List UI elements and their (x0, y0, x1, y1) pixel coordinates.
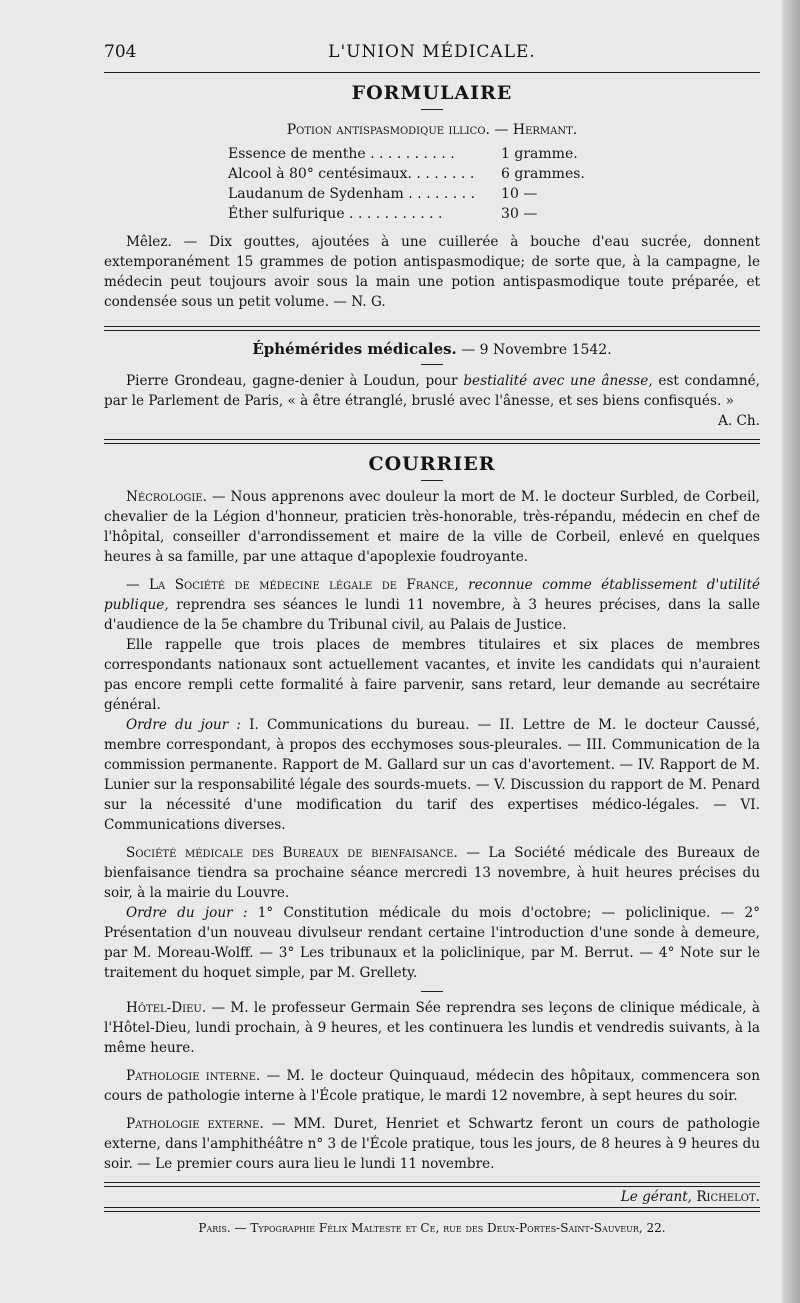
header-rule (104, 72, 760, 73)
bureaux-label: Société médicale des Bureaux de bienfaisance. (126, 845, 458, 861)
ingredient-qty: 1 (501, 146, 510, 162)
ingredient-qty: 30 (501, 206, 519, 222)
running-header (104, 40, 760, 72)
ephemerides-text-b: , est condamné, par le Parlement de Paris, « à être étranglé, bruslé avec l'ânesse, et ses biens confisqués. » (104, 373, 760, 409)
section-rule (104, 326, 760, 331)
ephemerides-title: Éphémérides médicales. (252, 340, 457, 358)
hotel-dieu-paragraph (104, 998, 760, 1058)
spacer (104, 1058, 760, 1066)
gerant-name: Richelot. (696, 1189, 760, 1205)
page-edge-shadow (782, 0, 800, 1303)
ingredient-row (228, 204, 611, 224)
section-rule (104, 439, 760, 444)
ingredient-unit: — (523, 206, 538, 222)
ephemerides-title-line (104, 339, 760, 360)
footer-rule (104, 1207, 760, 1212)
ingredient-name: Essence de menthe . . . . . . . . . . (228, 146, 455, 162)
necrologie-paragraph (104, 487, 760, 567)
journal-title: L'UNION MÉDICALE. (328, 42, 536, 62)
ingredient-unit: gramme. (514, 146, 578, 162)
spacer (104, 224, 760, 232)
ephemerides-date: — 9 Novembre 1542. (461, 342, 612, 358)
ingredient-unit: grammes. (514, 166, 585, 182)
courrier-heading: COURRIER (368, 453, 496, 475)
necrologie-label: Nécrologie. (126, 489, 207, 505)
formula-instructions: Mêlez. — Dix gouttes, ajoutées à une cuillerée à bouche d'eau sucrée, donnent extemporanément 15 grammes de potion antispasmodique; de sorte que, à la campagne, le médecin peut toujours avoir sous la main une potion antispasmodique toute préparée, et condensée sous un petit volume. — N. G. (104, 234, 760, 310)
heading-dash (421, 109, 443, 110)
spacer (104, 567, 760, 575)
page-number: 704 (104, 42, 137, 62)
spacer (104, 1106, 760, 1114)
gerant-label: Le gérant, (620, 1189, 692, 1205)
printer-footer: Paris. — Typographie Félix Malteste et Ce, rue des Deux-Portes-Saint-Sauveur, 22. (198, 1221, 666, 1235)
heading-dash (421, 480, 443, 481)
ephemerides-text-em: bestialité avec une ânesse (463, 373, 649, 389)
hotel-dieu-text: — M. le professeur Germain Sée reprendra ses leçons de clinique médicale, à l'Hôtel-Dieu, lundi prochain, à 9 heures, et les continuera les lundis et vendredis suivants, à la même heure. (104, 1000, 760, 1056)
pathologie-externe-paragraph (104, 1114, 760, 1174)
formulaire-heading: FORMULAIRE (351, 82, 513, 104)
pathologie-externe-text: — MM. Duret, Henriet et Schwartz feront un cours de pathologie externe, dans l'amphithéâtre n° 3 de l'École pratique, tous les jours, de 8 heures à 9 heures du soir. — Le premier cours aura lieu le lundi 11 novembre. (104, 1116, 760, 1172)
smlf-text: reprendra ses séances le lundi 11 novembre, à 3 heures précises, dans la salle d'audience de la 5e chambre du Tribunal civil, au Palais de Justice. (104, 597, 760, 633)
ingredient-name: Alcool à 80° centésimaux. . . . . . . . (228, 166, 475, 182)
spacer (104, 431, 760, 439)
pathologie-interne-label: Pathologie interne. (126, 1068, 261, 1084)
ingredient-qty: 10 (501, 186, 519, 202)
ephemerides-signature: A. Ch. (718, 413, 760, 429)
hotel-dieu-label: Hôtel-Dieu. (126, 1000, 207, 1016)
ingredients-table (228, 144, 611, 224)
ingredient-row (228, 164, 611, 184)
formula-title: Potion antispasmodique illico. — Hermant. (286, 122, 578, 138)
bureaux-paragraph (104, 843, 760, 903)
smlf-emphasis: reconnue comme établissement d'utilité publique, (104, 577, 760, 613)
spacer (104, 312, 760, 326)
heading-dash (421, 364, 443, 365)
pathologie-interne-paragraph (104, 1066, 760, 1106)
ephemerides-text-a: Pierre Grondeau, gagne-denier à Loudun, pour (126, 373, 464, 389)
ingredient-name: Laudanum de Sydenham . . . . . . . . (228, 186, 476, 202)
smlf-label: — La Société de médecine légale de France, (126, 577, 459, 593)
spacer (104, 983, 760, 991)
gerant-line (104, 1187, 760, 1207)
smlf-ordre-paragraph (104, 715, 760, 835)
necrologie-text: — Nous apprenons avec douleur la mort de M. le docteur Surbled, de Corbeil, chevalier de la Légion d'honneur, praticien très-honorable, très-répandu, médecin en chef de l'hôpital, conseiller d'arrondissement et maire de la ville de Corbeil, enlevé en quelques heures à sa famille, par une attaque d'apoplexie foudroyante. (104, 489, 760, 565)
pathologie-interne-text: — M. le docteur Quinquaud, médecin des hôpitaux, commencera son cours de pathologie interne à l'École pratique, le mardi 12 novembre, à sept heures du soir. (104, 1068, 760, 1104)
text-column (104, 40, 760, 1238)
ingredient-qty: 6 (501, 166, 510, 182)
bureaux-ordre-text: 1° Constitution médicale du mois d'octobre; — policlinique. — 2° Présentation d'un nouveau divulseur rendant certaine l'introduction d'une sonde à demeure, par M. Moreau-Wolff. — 3° Les tribunaux et la policlinique, par M. Berrut. — 4° Note sur le traitement du hoquet simple, par M. Grellety. (104, 905, 760, 981)
bureaux-text: — La Société médicale des Bureaux de bienfaisance tiendra sa prochaine séance mercredi 13 novembre, à huit heures précises du soir, à la mairie du Louvre. (104, 845, 760, 901)
spacer (104, 835, 760, 843)
ordre-label: Ordre du jour : (126, 717, 241, 733)
smlf-paragraph (104, 575, 760, 635)
pathologie-externe-label: Pathologie externe. (126, 1116, 264, 1132)
spacer (104, 1174, 760, 1182)
ingredient-name: Éther sulfurique . . . . . . . . . . . (228, 206, 443, 222)
smlf-places-paragraph: Elle rappelle que trois places de membres titulaires et six places de membres correspondants nationaux sont actuellement vacantes, et invite les candidats qui n'auraient pas encore rempli cette formalité à faire parvenir, sans retard, leur demande au secrétaire général. (104, 637, 760, 713)
separator-dash (421, 991, 443, 992)
ingredient-row (228, 184, 611, 204)
ephemerides-text (104, 371, 760, 411)
smlf-ordre-text: I. Communications du bureau. — II. Lettre de M. le docteur Caussé, membre correspondant, à propos des ecchymoses sous-pleurales. — III. Communication de la commission permanente. Rapport de M. Gallard sur un cas d'avortement. — IV. Rapport de M. Lunier sur la responsabilité légale des sourds-muets. — V. Discussion du rapport de M. Penard sur la nécessité d'une modification du tarif des expertises médico-légales. — VI. Communications diverses. (104, 717, 760, 833)
ingredient-row (228, 144, 611, 164)
bureaux-ordre-paragraph (104, 903, 760, 983)
ordre-label: Ordre du jour : (126, 905, 248, 921)
ingredient-unit: — (523, 186, 538, 202)
